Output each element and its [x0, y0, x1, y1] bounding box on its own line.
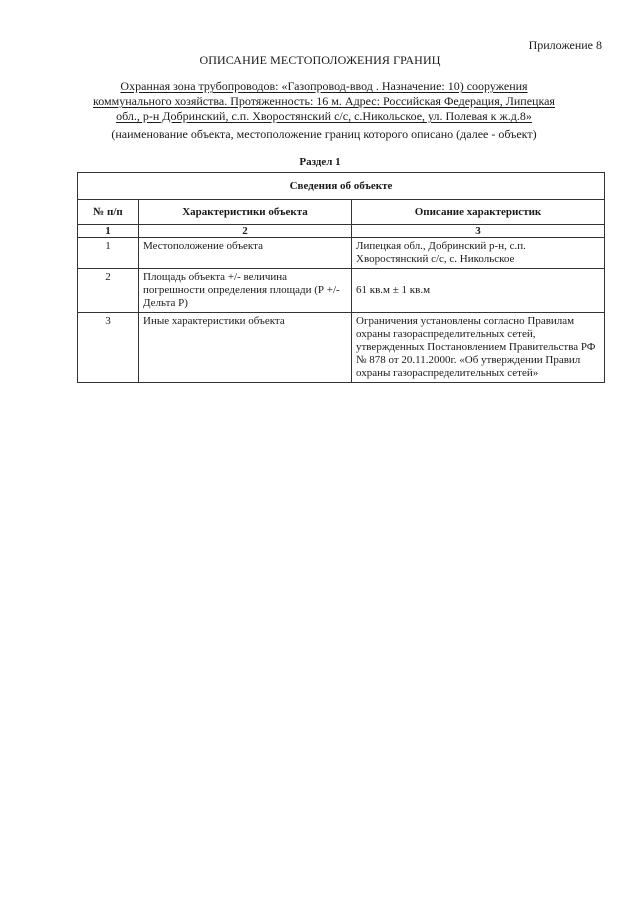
table-row	[78, 269, 605, 313]
column-number-3: 3	[352, 225, 605, 238]
row-number: 2	[78, 269, 139, 313]
row-number: 3	[78, 313, 139, 383]
document-title: ОПИСАНИЕ МЕСТОПОЛОЖЕНИЯ ГРАНИЦ	[199, 53, 441, 67]
row-description: Ограничения установлены согласно Правилам охраны газораспределительных сетей, утвержденных Постановлением Правительства РФ № 878 от 20.11.2000г. «Об утверждении Правил охраны газораспределительных сетей»	[352, 313, 605, 383]
object-description-line-1: Охранная зона трубопроводов: «Газопровод-ввод . Назначение: 10) сооружения	[120, 79, 528, 93]
section-label: Раздел 1	[299, 156, 341, 168]
table-caption-row	[78, 173, 605, 200]
column-number-2: 2	[139, 225, 352, 238]
column-number-1: 1	[78, 225, 139, 238]
object-description	[85, 79, 563, 124]
table-column-numbers-row	[78, 225, 605, 238]
row-description: Липецкая обл., Добринский р-н, с.п. Хворостянский с/с, с. Никольское	[352, 238, 605, 269]
table-row	[78, 238, 605, 269]
object-description-line-3: обл., р-н Добринский, с.п. Хворостянский с/с, с.Никольское, ул. Полевая к ж.д.8»	[116, 109, 532, 123]
row-characteristic: Иные характеристики объекта	[139, 313, 352, 383]
object-info-table	[77, 172, 605, 383]
appendix-label: Приложение 8	[528, 38, 602, 52]
row-description: 61 кв.м ± 1 кв.м	[352, 269, 605, 313]
object-description-line-2: коммунального хозяйства. Протяженность: 16 м. Адрес: Российская Федерация, Липецкая	[93, 94, 555, 108]
row-characteristic: Местоположение объекта	[139, 238, 352, 269]
table-header-row	[78, 200, 605, 225]
object-caption: (наименование объекта, местоположение границ которого описано (далее - объект)	[111, 127, 537, 141]
header-number: № п/п	[78, 200, 139, 225]
table-row	[78, 313, 605, 383]
header-characteristic: Характеристики объекта	[139, 200, 352, 225]
row-number: 1	[78, 238, 139, 269]
header-description: Описание характеристик	[352, 200, 605, 225]
row-characteristic: Площадь объекта +/- величина погрешности определения площади (Р +/- Дельта Р)	[139, 269, 352, 313]
table-caption: Сведения об объекте	[78, 173, 605, 200]
